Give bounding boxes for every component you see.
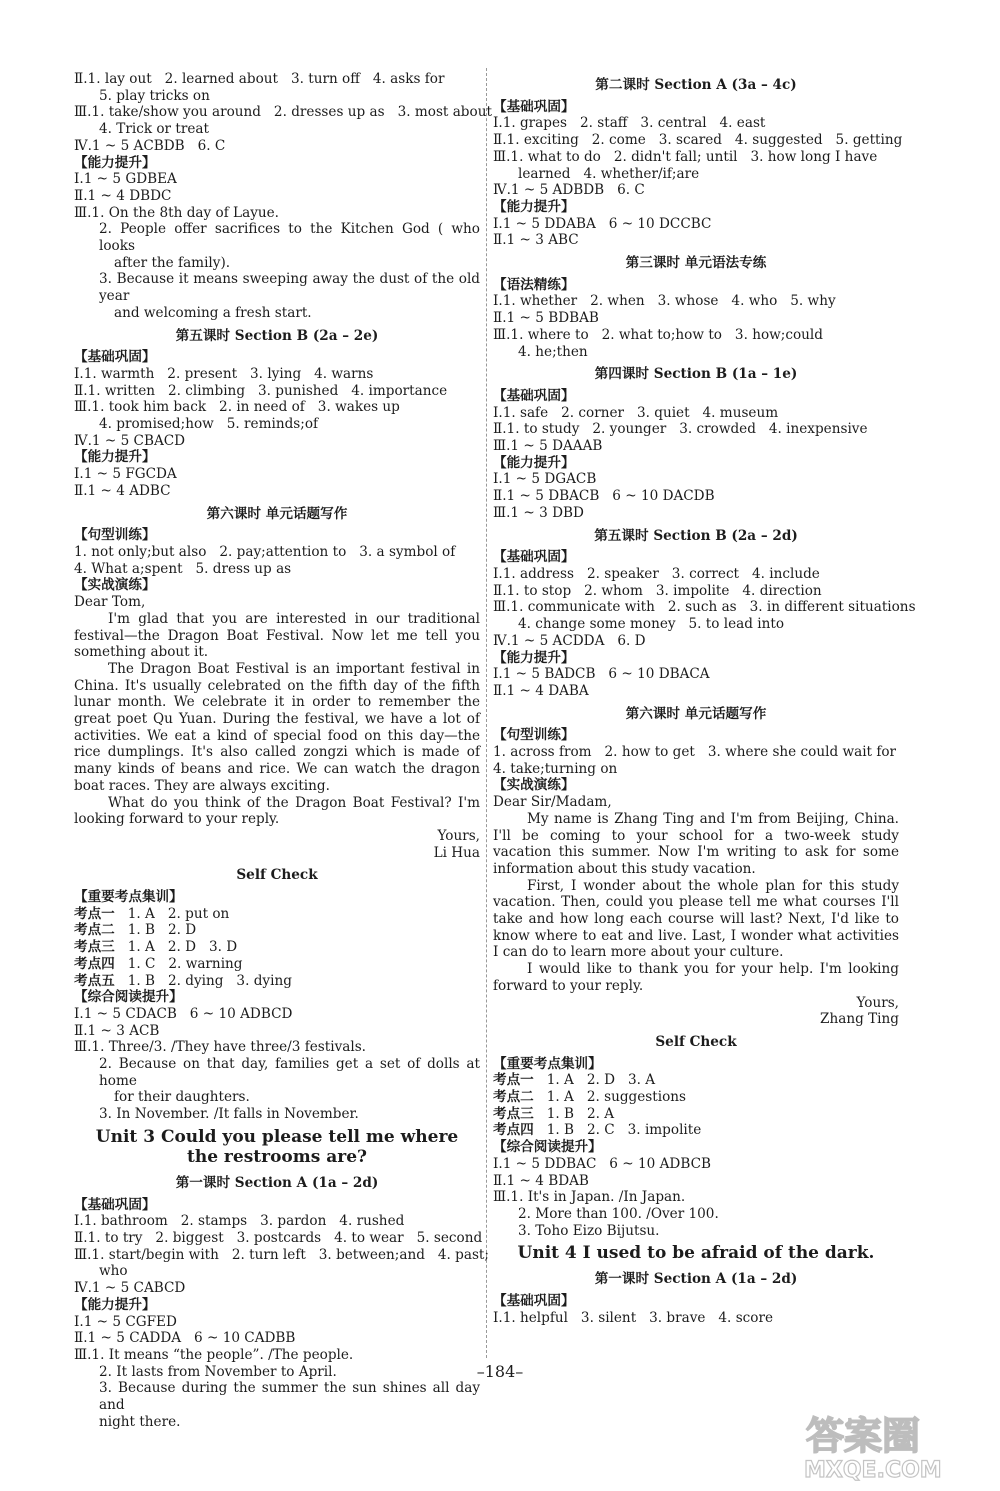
subsection-label: 【句型训练】 (74, 527, 156, 544)
key-point-answers: 1. A 2. D 3. A (546, 1072, 656, 1089)
unit-title: Unit 3 Could you please tell me where (95, 1126, 459, 1147)
key-point-line (74, 956, 480, 973)
key-point-line (493, 1122, 899, 1139)
answer-line: Ⅳ.1 ~ 5 ACBDB 6. C (74, 137, 226, 154)
section-heading: 第二课时 Section A (3a – 4c) (595, 77, 797, 93)
section-heading: 第一课时 Section A (1a – 2d) (175, 1174, 379, 1191)
unit-title: the restrooms are? (186, 1146, 367, 1167)
answer-line: Ⅰ.1 ~ 5 DDABA 6 ~ 10 DCCBC (493, 215, 712, 232)
essay-paragraph: What do you think of the Dragon Boat Festival? I'm looking forward to your reply. (74, 794, 480, 828)
essay-paragraph: I would like to thank you for your help. I'm looking forward to your reply. (493, 961, 899, 994)
answer-line: 4. he;then (518, 343, 588, 360)
answer-line: Ⅱ.1 ~ 5 CADDA 6 ~ 10 CADBB (74, 1330, 296, 1347)
watermark-bottom-text: MXQE.COM (804, 1458, 942, 1483)
essay-paragraph: First, I wonder about the whole plan for this study vacation. Then, could you please tell me what courses I'll take and how long each course will last? Next, I'd like to know where to eat and live. Last, I wonder what activities I can do to learn more about your culture. (493, 877, 899, 961)
key-point-answers: 1. C 2. warning (127, 955, 243, 972)
answer-line: Ⅲ.1. where to 2. what to;how to 3. how;could (493, 326, 823, 343)
subsection-label: 【实战演练】 (74, 577, 156, 594)
answer-line: Ⅳ.1 ~ 5 ACDDA 6. D (493, 632, 646, 649)
subsection-label: 【能力提升】 (74, 1296, 156, 1313)
answer-line: 5. play tricks on (99, 87, 210, 104)
column-divider (486, 68, 487, 1358)
answer-line: 1. across from 2. how to get 3. where she could wait for (493, 744, 897, 761)
key-point-label: 考点四 (493, 1122, 534, 1139)
answer-line: Ⅱ.1 ~ 4 BDAB (493, 1172, 589, 1189)
answer-line: Ⅰ.1. warmth 2. present 3. lying 4. warns (74, 365, 374, 382)
subsection-label: 【能力提升】 (493, 649, 575, 666)
section-heading: 第六课时 单元话题写作 (206, 505, 348, 522)
key-point-label: 考点三 (74, 939, 115, 956)
answer-line: Ⅳ.1 ~ 5 CBACD (74, 432, 186, 449)
section-heading: Self Check (655, 1033, 737, 1050)
answer-line: 4. What a;spent 5. dress up as (74, 560, 292, 577)
left-column (74, 71, 492, 1430)
section-heading: 第六课时 单元话题写作 (625, 705, 767, 722)
answer-line: Ⅱ.1. to try 2. biggest 3. postcards 4. to wear 5. second (74, 1230, 483, 1246)
subsection-label: 【基础巩固】 (493, 549, 575, 566)
subsection-label: 【综合阅读提升】 (74, 989, 183, 1006)
key-point-line (493, 1089, 899, 1106)
answer-line: Ⅰ.1 ~ 5 CGFED (74, 1313, 177, 1330)
key-point-label: 考点四 (74, 955, 115, 972)
answer-line: Ⅲ.1. It means “the people”. /The people. (74, 1346, 354, 1363)
answer-line: Ⅱ.1. written 2. climbing 3. punished 4. importance (74, 382, 448, 399)
subsection-label: 【基础巩固】 (493, 98, 575, 115)
answer-line: after the family). (114, 254, 231, 271)
watermark-logo (800, 1405, 990, 1483)
key-point-label: 考点二 (493, 1089, 534, 1106)
subsection-label: 【能力提升】 (74, 449, 156, 466)
answer-line: Ⅲ.1. Three/3. /They have three/3 festivals. (74, 1039, 367, 1056)
answer-line: 4. promised;how 5. reminds;of (99, 416, 319, 433)
key-point-line (74, 922, 480, 939)
subsection-label: 【重要考点集训】 (493, 1055, 602, 1072)
section-heading: 第五课时 Section B (2a – 2e) (175, 327, 379, 344)
answer-line: 1. not only;but also 2. pay;attention to 3. a symbol of (74, 543, 456, 560)
subsection-label: 【句型训练】 (493, 727, 575, 744)
answer-line: Ⅱ.1. to study 2. younger 3. crowded 4. inexpensive (493, 421, 868, 438)
key-point-line (74, 906, 480, 923)
key-point-answers: 1. A 2. put on (127, 905, 230, 922)
answer-line: Ⅲ.1. communicate with 2. such as 3. in different situations (493, 599, 916, 616)
key-point-answers: 1. B 2. D (127, 922, 197, 939)
key-point-answers: 1. B 2. A (546, 1105, 615, 1122)
answer-line: Ⅱ.1 ~ 3 ACB (74, 1022, 160, 1039)
answer-line: Ⅲ.1. On the 8th day of Layue. (74, 204, 279, 221)
answer-line: Ⅱ.1 ~ 5 BDBAB (493, 310, 599, 327)
answer-line: Ⅳ.1 ~ 5 ADBDB 6. C (493, 182, 645, 199)
subsection-label: 【能力提升】 (493, 198, 575, 215)
answer-line: Ⅰ.1. address 2. speaker 3. correct 4. include (493, 565, 820, 582)
answer-line: Ⅰ.1. whether 2. when 3. whose 4. who 5. why (493, 293, 836, 310)
key-point-line (493, 1072, 899, 1089)
answer-line: Dear Tom, (74, 594, 146, 611)
key-point-label: 考点二 (74, 922, 115, 939)
answer-line: night there. (99, 1413, 181, 1430)
section-heading: 第四课时 Section B (1a – 1e) (594, 366, 798, 383)
answer-line: 2. People offer sacrifices to the Kitchen God ( who looks (99, 221, 480, 255)
key-point-answers: 1. A 2. suggestions (546, 1089, 686, 1106)
essay-paragraph: My name is Zhang Ting and I'm from Beijing, China. I'll be coming to your school for a two-week study vacation this summer. Now I'm writing to ask for some information about this study vacation. (493, 810, 899, 877)
subsection-label: 【综合阅读提升】 (493, 1139, 602, 1156)
answer-line: 2. More than 100. /Over 100. (518, 1206, 719, 1222)
key-point-answers: 1. B 2. C 3. impolite (546, 1122, 702, 1139)
answer-line: Ⅲ.1. take/show you around 2. dresses up as 3. most about (74, 104, 492, 121)
essay-paragraph: I'm glad that you are interested in our traditional festival—the Dragon Boat Festival. Now let me tell you something about it. (74, 610, 480, 661)
section-heading: 第一课时 Section A (1a – 2d) (594, 1271, 798, 1288)
answer-line: Ⅲ.1. what to do 2. didn't fall; until 3. how long I have (493, 148, 878, 165)
answer-line: Ⅲ.1 ~ 3 DBD (493, 504, 584, 521)
key-point-label: 考点一 (493, 1072, 534, 1089)
key-point-answers: 1. A 2. D 3. D (127, 939, 238, 956)
answer-line: Ⅲ.1. It's in Japan. /In Japan. (493, 1189, 686, 1206)
unit-title: Unit 4 I used to be afraid of the dark. (517, 1243, 875, 1264)
subsection-label: 【基础巩固】 (74, 349, 156, 366)
subsection-label: 【基础巩固】 (493, 387, 575, 404)
answer-line: Ⅰ.1 ~ 5 GDBEA (74, 171, 177, 188)
letter-signature: Yours, (437, 827, 480, 844)
essay-paragraph: The Dragon Boat Festival is an important festival in China. It's usually celebrated on the fifth day of the fifth lunar month. We celebrate it in order to remember the great poet Qu Yuan. During the festival, we have a lot of activities. We eat a kind of special food on this day—the rice dumplings. It's also called zongzi which is made of many kinds of beans and rice. We can watch the dragon boat races. They are always exciting. (74, 660, 480, 794)
letter-signature: Yours, (856, 994, 899, 1011)
key-point-label: 考点一 (74, 905, 115, 922)
answer-line: Ⅳ.1 ~ 5 CABCD (74, 1280, 186, 1297)
letter-signature: Zhang Ting (820, 1011, 899, 1028)
watermark-top-text: 答案圈 (806, 1414, 921, 1458)
letter-signature: Li Hua (433, 844, 480, 861)
subsection-label: 【语法精练】 (493, 276, 575, 293)
key-point-line (74, 939, 480, 956)
answer-line: learned 4. whether/if;are (518, 165, 700, 182)
subsection-label: 【基础巩固】 (493, 1293, 575, 1310)
answer-line: Ⅲ.1. start/begin with 2. turn left 3. between;and 4. past; (74, 1246, 489, 1263)
subsection-label: 【实战演练】 (493, 777, 575, 794)
answer-line: Ⅰ.1 ~ 5 DDBAC 6 ~ 10 ADBCB (493, 1155, 711, 1172)
answer-line: 2. It lasts from November to April. (99, 1363, 337, 1380)
answer-line: Ⅲ.1 ~ 5 DAAAB (493, 438, 603, 455)
answer-line: Ⅱ.1 ~ 4 DBDC (74, 187, 172, 204)
answer-line: 3. In November. /It falls in November. (99, 1106, 359, 1123)
answer-line: Ⅰ.1. helpful 3. silent 3. brave 4. score (493, 1309, 774, 1326)
answer-line: 4. take;turning on (493, 760, 618, 777)
answer-line: who (99, 1263, 128, 1280)
answer-line: Ⅱ.1 ~ 5 DBACB 6 ~ 10 DACDB (493, 488, 715, 505)
section-heading: 第三课时 单元语法专练 (625, 255, 767, 272)
answer-line: 3. Because it means sweeping away the dust of the old year (99, 271, 480, 305)
answer-line: Ⅱ.1 ~ 4 DABA (493, 682, 589, 699)
answer-line: Dear Sir/Madam, (493, 794, 612, 811)
section-heading: 第五课时 Section B (2a – 2d) (594, 527, 798, 544)
answer-line: Ⅱ.1 ~ 3 ABC (493, 232, 579, 249)
answer-line: Ⅰ.1 ~ 5 FGCDA (74, 466, 177, 483)
key-point-line (74, 973, 480, 990)
answer-line: Ⅰ.1 ~ 5 BADCB 6 ~ 10 DBACA (493, 666, 710, 683)
answer-line: Ⅱ.1. to stop 2. whom 3. impolite 4. direction (493, 582, 822, 599)
answer-line: Ⅰ.1. grapes 2. staff 3. central 4. east (493, 115, 766, 132)
answer-line: Ⅱ.1. lay out 2. learned about 3. turn off 4. asks for (74, 71, 445, 87)
section-heading: Self Check (236, 867, 318, 884)
right-column (493, 71, 916, 1327)
key-point-label: 考点三 (493, 1105, 534, 1122)
answer-line: Ⅰ.1 ~ 5 CDACB 6 ~ 10 ADBCD (74, 1005, 293, 1022)
subsection-label: 【能力提升】 (74, 154, 156, 171)
answer-line: Ⅱ.1. exciting 2. come 3. scared 4. suggested 5. getting (493, 132, 903, 149)
key-point-label: 考点五 (74, 972, 115, 989)
key-point-answers: 1. B 2. dying 3. dying (127, 972, 292, 989)
answer-line: Ⅱ.1 ~ 4 ADBC (74, 482, 171, 499)
answer-line: Ⅰ.1. bathroom 2. stamps 3. pardon 4. rushed (74, 1213, 405, 1230)
answer-line: Ⅰ.1. safe 2. corner 3. quiet 4. museum (493, 404, 779, 421)
page-number: –184– (476, 1362, 524, 1381)
answer-line: 3. Toho Eizo Bijutsu. (518, 1222, 660, 1239)
answer-line: 4. Trick or treat (99, 121, 209, 138)
subsection-label: 【重要考点集训】 (74, 889, 183, 906)
answer-line: Ⅲ.1. took him back 2. in need of 3. wakes up (74, 399, 400, 416)
answer-line: for their daughters. (114, 1089, 250, 1106)
answer-line: 3. Because during the summer the sun shines all day and (99, 1380, 480, 1414)
subsection-label: 【能力提升】 (493, 454, 575, 471)
answer-line: and welcoming a fresh start. (114, 304, 312, 321)
key-point-line (493, 1106, 899, 1123)
subsection-label: 【基础巩固】 (74, 1196, 156, 1213)
answer-line: 4. change some money 5. to lead into (518, 616, 785, 633)
answer-line: 2. Because on that day, families get a set of dolls at home (99, 1056, 480, 1089)
answer-line: Ⅰ.1 ~ 5 DGACB (493, 471, 597, 488)
